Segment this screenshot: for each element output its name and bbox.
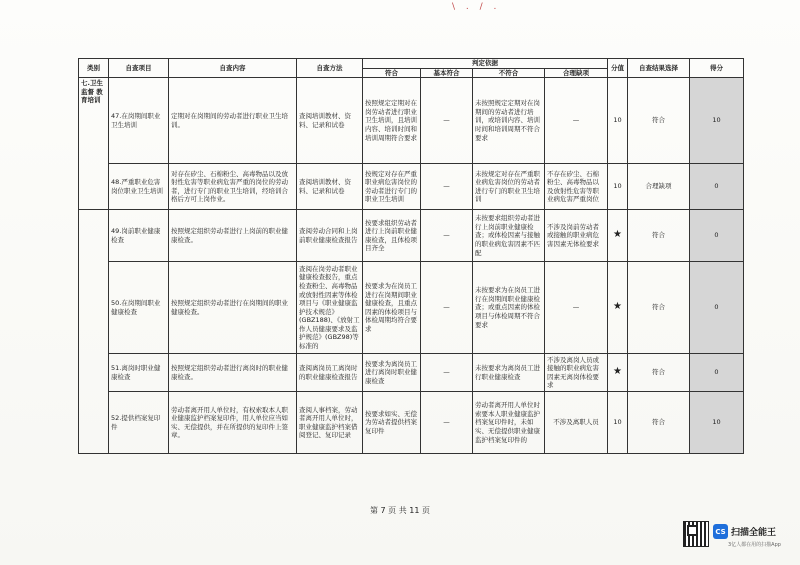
reasonable-cell: 不涉及离职人员 [545, 392, 608, 454]
basic-cell: — [421, 354, 473, 392]
reasonable-cell: 不涉及岗前劳动者或接触的职业病危害因素无体检要求 [545, 210, 608, 262]
item-cell: 47.在岗期间职业卫生培训 [109, 78, 169, 164]
header-content: 自查内容 [169, 59, 297, 78]
result-cell: 合理缺项 [628, 164, 690, 210]
category-cell: 七.卫生监督 教育培训 [79, 78, 109, 210]
score-cell [608, 354, 628, 392]
basic-cell: — [421, 392, 473, 454]
table-row [79, 392, 744, 454]
reasonable-cell: — [545, 78, 608, 164]
score-cell [608, 78, 628, 164]
comply-cell: 按要求组织劳动者进行上岗前职业健康检查，且体检项目齐全 [363, 210, 421, 262]
item-cell: 48.严重职业危害岗位职业卫生培训 [109, 164, 169, 210]
content-cell: 定期对在岗期间的劳动者进行职业卫生培训。 [169, 78, 297, 164]
content-cell: 对存在矽尘、石棉粉尘、高毒物品以及放射性危害等职业病危害严重的岗位的劳动者，进行专门的职业卫生培训，经培训合格后方可上岗作业。 [169, 164, 297, 210]
header-result: 自查结果选择 [628, 59, 690, 78]
brand-name: 扫描全能王 [731, 528, 777, 538]
category-cell-empty [79, 210, 109, 454]
points-cell: 0 [690, 210, 744, 262]
item-cell: 49.岗前职业健康检查 [109, 210, 169, 262]
comply-cell: 按规定对存在严重职业病危害岗位的劳动者进行专门的职业卫生培训 [363, 164, 421, 210]
content-cell: 按照规定组织劳动者进行离岗时的职业健康检查。 [169, 354, 297, 392]
result-cell: 符合 [628, 78, 690, 164]
content-cell: 按照规定组织劳动者进行在岗期间的职业健康检查。 [169, 262, 297, 354]
pen-scribble: \ . / . [452, 2, 501, 12]
reasonable-cell: 不涉及离岗人员或接触的职业病危害因素无离岗体检要求 [545, 354, 608, 392]
item-cell: 50.在岗期间职业健康检查 [109, 262, 169, 354]
not-comply-cell: 未按要求为在岗员工进行在岗期间职业健康检查；或重点因素的体检项目与体检周期不符合要求 [473, 262, 545, 354]
points-cell: 0 [690, 164, 744, 210]
item-cell: 51.离岗时职业健康检查 [109, 354, 169, 392]
not-comply-cell: 未按规定对存在严重职业病危害岗位的劳动者进行专门的职业卫生培训 [473, 164, 545, 210]
method-cell: 查阅培训教材、资料、记录和试卷 [297, 164, 363, 210]
method-cell: 查阅在岗劳动者职业健康检查报告，重点检查粉尘、高毒物品或放射性因素等体检项目与《职业健康监护技术规范》(GBZ188)、《放射工作人员健康要求及监护规范》(GBZ98)等标准的 [297, 262, 363, 354]
score-cell [608, 392, 628, 454]
comply-cell: 按要求为离岗员工进行离岗时职业健康检查 [363, 354, 421, 392]
method-cell: 查阅培训教材、资料、记录和试卷 [297, 78, 363, 164]
star-mark: ★ [613, 229, 622, 241]
points-cell: 0 [690, 354, 744, 392]
basic-cell: — [421, 164, 473, 210]
item-cell: 52.提供档案复印件 [109, 392, 169, 454]
table-row [79, 78, 744, 164]
result-cell: 符合 [628, 262, 690, 354]
comply-cell: 按照规定定期对在岗劳动者进行职业卫生培训，且培训内容、培训时间和培训周期符合要求 [363, 78, 421, 164]
points-cell: 10 [690, 78, 744, 164]
not-comply-cell: 未按要求为离岗员工进行职业健康检查 [473, 354, 545, 392]
method-cell: 查阅劳动合同和上岗前职业健康检查报告 [297, 210, 363, 262]
table-row [79, 164, 744, 210]
brand-watermark [713, 524, 776, 539]
reasonable-cell: — [545, 262, 608, 354]
header-basis-comply: 符合 [363, 68, 421, 78]
header-basis: 判定依据 [363, 59, 608, 69]
content-cell: 劳动者离开用人单位时，有权索取本人职业健康监护档案复印件，用人单位应当如实、无偿提供，并在所提供的复印件上签章。 [169, 392, 297, 454]
basic-cell: — [421, 78, 473, 164]
table-row [79, 354, 744, 392]
score-cell [608, 164, 628, 210]
qr-finder-icon [687, 525, 698, 536]
header-item: 自查项目 [109, 59, 169, 78]
method-cell: 查阅人事档案，劳动者离开用人单位时，职业健康监护档案借阅登记、复印记录 [297, 392, 363, 454]
qr-code-icon [683, 521, 709, 547]
header-basis-reasonable: 合理缺项 [545, 68, 608, 78]
reasonable-cell: 不存在矽尘、石棉粉尘、高毒物品以及放射性危害等职业病危害严重岗位 [545, 164, 608, 210]
header-basis-basic: 基本符合 [421, 68, 473, 78]
score-value: 10 [613, 418, 622, 427]
inspection-table [78, 58, 744, 454]
score-cell [608, 210, 628, 262]
header-score: 分值 [608, 59, 628, 78]
result-cell: 符合 [628, 392, 690, 454]
not-comply-cell: 劳动者离开用人单位时索要本人职业健康监护档案复印件时，未如实、无偿提供职业健康监护档案复印件的 [473, 392, 545, 454]
result-cell: 符合 [628, 210, 690, 262]
not-comply-cell: 未按照规定定期对在岗期间的劳动者进行培训，或培训内容、培训时间和培训周期不符合要求 [473, 78, 545, 164]
basic-cell: — [421, 262, 473, 354]
header-points: 得分 [690, 59, 744, 78]
result-cell: 符合 [628, 354, 690, 392]
header-basis-not: 不符合 [473, 68, 545, 78]
comply-cell: 按要求为在岗员工进行在岗期间职业健康检查，且重点因素的体检项目与体检周期均符合要求 [363, 262, 421, 354]
score-value: 10 [613, 182, 622, 191]
header-category: 类别 [79, 59, 109, 78]
star-mark: ★ [613, 366, 622, 378]
points-cell: 0 [690, 262, 744, 354]
table-row [79, 210, 744, 262]
score-value: 10 [613, 116, 622, 125]
basic-cell: — [421, 210, 473, 262]
comply-cell: 按要求如实、无偿为劳动者提供档案复印件 [363, 392, 421, 454]
not-comply-cell: 未按要求组织劳动者进行上岗前职业健康检查；或体检因素与接触的职业病危害因素不匹配 [473, 210, 545, 262]
page-number: 第 7 页 共 11 页 [370, 506, 430, 515]
score-cell [608, 262, 628, 354]
method-cell: 查阅离岗员工离岗时的职业健康检查报告 [297, 354, 363, 392]
header-method: 自查方法 [297, 59, 363, 78]
star-mark: ★ [613, 301, 622, 313]
points-cell: 10 [690, 392, 744, 454]
table-row [79, 262, 744, 354]
brand-tagline: 3亿人都在用的扫描App [728, 542, 781, 548]
content-cell: 按照规定组织劳动者进行上岗前的职业健康检查。 [169, 210, 297, 262]
camscanner-logo-icon: CS [713, 524, 728, 539]
